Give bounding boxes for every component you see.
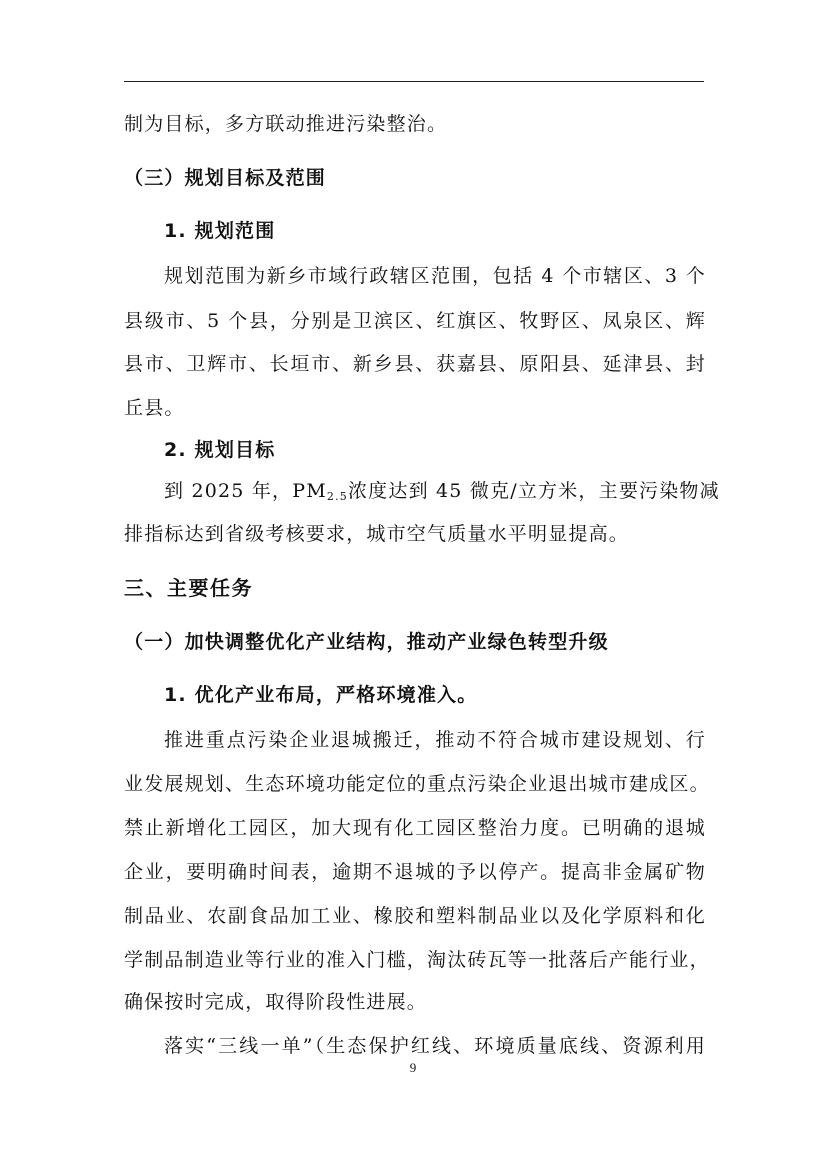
pm-line-after: 浓度达到 45 微克/立方米，主要污染物减 (347, 480, 720, 502)
section-heading: （三）规划目标及范围 (124, 167, 327, 189)
paragraph-line: 排指标达到省级考核要求，城市空气质量水平明显提高。 (124, 523, 630, 545)
paragraph-line-pm25 (164, 480, 720, 505)
page-number: 9 (409, 1060, 417, 1075)
subsection-heading: 1. 优化产业布局，严格环境准入。 (164, 684, 478, 706)
subsection-heading: 2. 规划目标 (164, 439, 276, 461)
paragraph-line: 规划范围为新乡市域行政辖区范围，包括 4 个市辖区、3 个 (164, 265, 706, 287)
paragraph-line: 推进重点污染企业退城搬迁，推动不符合城市建设规划、行 (164, 729, 706, 751)
pm-line-before: 到 2025 年，PM (164, 480, 327, 502)
paragraph-line: 县级市、5 个县，分别是卫滨区、红旗区、牧野区、凤泉区、辉 (124, 310, 706, 332)
chapter-heading: 三、主要任务 (124, 576, 253, 600)
paragraph-line: 学制品制造业等行业的准入门槛，淘汰砖瓦等一批落后产能行业， (124, 949, 710, 971)
paragraph-line: 企业，要明确时间表，逾期不退城的予以停产。提高非金属矿物 (124, 861, 706, 883)
paragraph-line: 制为目标，多方联动推进污染整治。 (124, 113, 448, 135)
paragraph-line: 业发展规划、生态环境功能定位的重点污染企业退出城市建成区。 (124, 773, 710, 795)
paragraph-line: 禁止新增化工园区，加大现有化工园区整治力度。已明确的退城 (124, 817, 706, 839)
pm-line-subscript: 2.5 (326, 490, 348, 503)
header-rule (124, 81, 704, 82)
paragraph-line: 县市、卫辉市、长垣市、新乡县、获嘉县、原阳县、延津县、封 (124, 353, 706, 375)
paragraph-line: 丘县。 (124, 397, 185, 419)
subsection-heading: 1. 规划范围 (164, 220, 276, 242)
paragraph-line: 确保按时完成，取得阶段性进展。 (124, 991, 428, 1013)
paragraph-line: 制品业、农副食品加工业、橡胶和塑料制品业以及化学原料和化 (124, 905, 706, 927)
paragraph-line: 落实“三线一单”（生态保护红线、环境质量底线、资源利用 (164, 1035, 706, 1057)
section-heading: （一）加快调整优化产业结构，推动产业绿色转型升级 (124, 631, 609, 653)
